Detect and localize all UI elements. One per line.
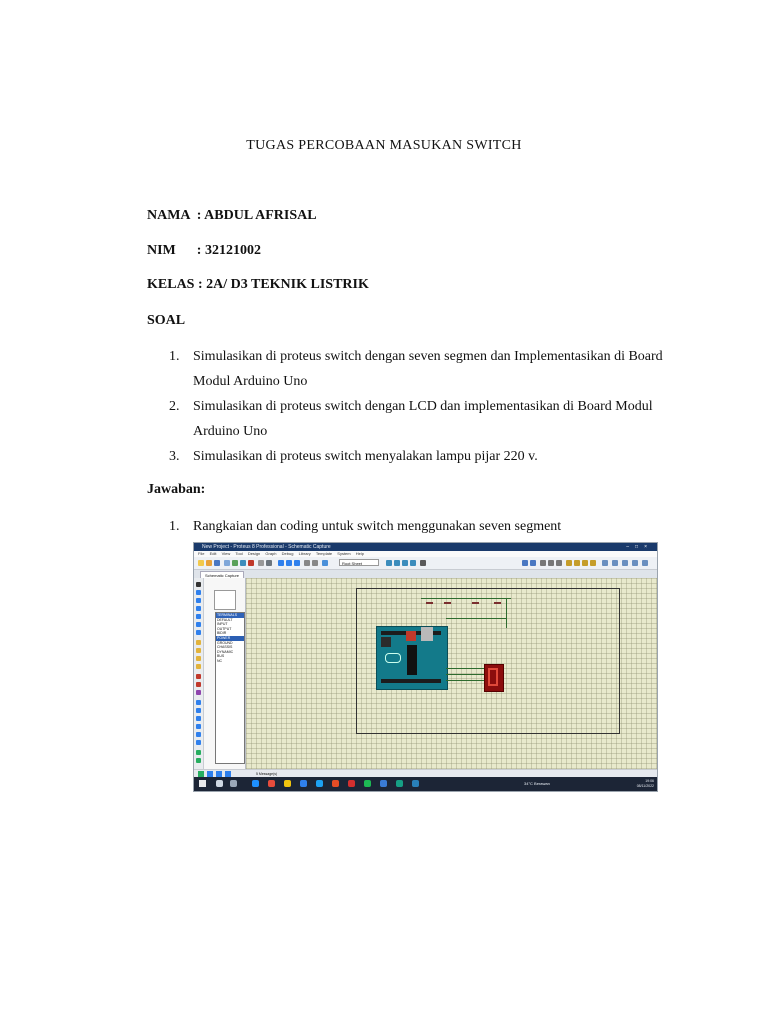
- arduino-logo: [385, 653, 401, 663]
- pan-icon[interactable]: [402, 560, 408, 566]
- refresh-icon[interactable]: [322, 560, 328, 566]
- origin-icon[interactable]: [312, 560, 318, 566]
- wire: [446, 668, 484, 669]
- list-item-text: Simulasikan di proteus switch dengan LCD dan implementasikan di Board Modul Arduino Uno: [193, 399, 653, 439]
- weather-widget[interactable]: 34°C Berawan: [524, 781, 550, 786]
- windows-taskbar: [194, 777, 657, 791]
- grid-icon[interactable]: [304, 560, 310, 566]
- decompose-icon[interactable]: [632, 560, 638, 566]
- zoom-in-icon[interactable]: [278, 560, 284, 566]
- word-icon[interactable]: [412, 780, 419, 787]
- list-item-number: 2.: [169, 399, 180, 414]
- menu-design[interactable]: Design: [247, 551, 261, 556]
- rotate-icon[interactable]: [196, 750, 201, 755]
- block-move-icon[interactable]: [574, 560, 580, 566]
- undo-icon[interactable]: [522, 560, 528, 566]
- cut-icon[interactable]: [540, 560, 546, 566]
- device-panel: [204, 578, 246, 769]
- office-icon[interactable]: [332, 780, 339, 787]
- seven-segment-display[interactable]: [484, 664, 504, 692]
- schematic-canvas[interactable]: [246, 578, 657, 769]
- label-icon[interactable]: [196, 606, 201, 611]
- list-item-number: 1.: [169, 519, 180, 534]
- window-titlebar: [194, 543, 657, 551]
- menu-edit[interactable]: Edit: [209, 551, 217, 556]
- menu-view[interactable]: View: [221, 551, 231, 556]
- block-delete-icon[interactable]: [590, 560, 596, 566]
- clock-time: 19:06: [645, 779, 654, 783]
- pcb-icon[interactable]: [240, 560, 246, 566]
- resistor: [444, 602, 451, 604]
- menu-debug[interactable]: Debug: [281, 551, 294, 556]
- selection-icon[interactable]: [196, 582, 201, 587]
- arduino-icon[interactable]: [396, 780, 403, 787]
- edge-icon[interactable]: [252, 780, 259, 787]
- list-item-number: 1.: [169, 349, 180, 364]
- box-icon[interactable]: [196, 708, 201, 713]
- zoom-out-icon[interactable]: [286, 560, 292, 566]
- tape-icon[interactable]: [196, 664, 201, 669]
- list-item-number: 3.: [169, 449, 180, 464]
- bus-icon[interactable]: [196, 622, 201, 627]
- menu-help[interactable]: Help: [355, 551, 364, 556]
- redo-icon[interactable]: [530, 560, 536, 566]
- list-item[interactable]: CHASSIS: [217, 645, 233, 650]
- preview-window: [214, 590, 236, 610]
- terminal-list-header: TERMINALS: [216, 613, 244, 618]
- junction-icon[interactable]: [196, 598, 201, 603]
- list-item[interactable]: GROUND: [217, 640, 233, 645]
- name-label: NAMA :: [147, 208, 205, 223]
- bom-icon[interactable]: [258, 560, 264, 566]
- menu-template[interactable]: Template: [315, 551, 333, 556]
- search-icon[interactable]: [386, 560, 392, 566]
- package-icon[interactable]: [622, 560, 628, 566]
- window-title: New Project - Proteus 8 Professional - Schematic Capture: [202, 544, 331, 550]
- menu-system[interactable]: System: [337, 551, 351, 556]
- netlist-icon[interactable]: [642, 560, 648, 566]
- graph-icon[interactable]: [196, 656, 201, 661]
- clock-date: 08/11/2022: [636, 784, 654, 788]
- generator-icon[interactable]: [196, 674, 201, 679]
- wire: [446, 674, 484, 675]
- copy-icon[interactable]: [548, 560, 554, 566]
- header-strip: [381, 679, 441, 683]
- proteus-screenshot: [193, 542, 658, 792]
- power-jack: [381, 637, 391, 647]
- name-field: [147, 208, 317, 224]
- resistor: [426, 602, 433, 604]
- list-item: [147, 394, 667, 444]
- nim-value: 32121002: [204, 243, 261, 258]
- jawaban-list: [147, 514, 667, 539]
- left-toolbox: [194, 578, 204, 769]
- line-icon[interactable]: [196, 700, 201, 705]
- menu-library[interactable]: Library: [298, 551, 311, 556]
- kelas-field: [147, 277, 369, 293]
- list-item: [147, 444, 667, 469]
- probe-icon[interactable]: [196, 682, 201, 687]
- path-icon[interactable]: [196, 732, 201, 737]
- mail-icon[interactable]: [316, 780, 323, 787]
- list-item[interactable]: BIDIR: [217, 631, 227, 636]
- switch-component[interactable]: [406, 631, 416, 641]
- kelas-label: KELAS :: [147, 277, 207, 292]
- list-item[interactable]: DEFAULT: [217, 617, 233, 622]
- magnifier-icon[interactable]: [410, 560, 416, 566]
- document-title: TUGAS PERCOBAAN MASUKAN SWITCH: [246, 138, 522, 153]
- tab-schematic-capture[interactable]: Schematic Capture: [200, 571, 244, 579]
- jawaban-heading: Jawaban:: [147, 482, 206, 497]
- arc-icon[interactable]: [196, 724, 201, 729]
- system-clock[interactable]: [637, 779, 654, 789]
- list-item-text: Rangkaian dan coding untuk switch menggunakan seven segment: [193, 519, 562, 534]
- proteus-icon[interactable]: [380, 780, 387, 787]
- status-message[interactable]: 5 Message(s): [256, 772, 278, 776]
- list-item-text: Simulasikan di proteus switch dengan seven segmen dan Implementasikan di Board Modul Arduino Uno: [193, 349, 663, 389]
- nim-field: [147, 243, 261, 259]
- list-item[interactable]: NC: [217, 658, 223, 663]
- mirror-icon[interactable]: [196, 758, 201, 763]
- circle-icon[interactable]: [196, 716, 201, 721]
- window-controls[interactable]: –□×: [626, 544, 653, 550]
- zoom-area-icon[interactable]: [394, 560, 400, 566]
- pin-icon[interactable]: [196, 648, 201, 653]
- schematic-icon[interactable]: [232, 560, 238, 566]
- menu-file[interactable]: File: [198, 551, 205, 556]
- folder-icon[interactable]: [284, 780, 291, 787]
- list-item: [147, 514, 667, 539]
- task-view-icon[interactable]: [230, 780, 237, 787]
- wire-icon[interactable]: [420, 560, 426, 566]
- microcontroller-chip: [407, 645, 417, 675]
- list-item[interactable]: INPUT: [217, 622, 228, 627]
- spotify-icon[interactable]: [364, 780, 371, 787]
- block-copy-icon[interactable]: [566, 560, 572, 566]
- wire: [506, 598, 507, 628]
- wire: [446, 618, 506, 619]
- resistor: [494, 602, 501, 604]
- menu-tool[interactable]: Tool: [235, 551, 243, 556]
- segment-digit: [488, 668, 498, 686]
- instrument-icon[interactable]: [196, 690, 201, 695]
- wire: [421, 598, 511, 599]
- list-item[interactable]: BUS: [217, 654, 225, 659]
- store-icon[interactable]: [300, 780, 307, 787]
- terminal-list[interactable]: [215, 612, 245, 764]
- search-icon[interactable]: [216, 780, 223, 787]
- resistor: [472, 602, 479, 604]
- code-icon[interactable]: [266, 560, 272, 566]
- nim-label: NIM :: [147, 243, 205, 258]
- tab-bar: [194, 570, 657, 578]
- pick-device-icon[interactable]: [602, 560, 608, 566]
- list-item[interactable]: OUTPUT: [217, 626, 232, 631]
- list-item: [147, 344, 667, 394]
- soal-list: [147, 344, 667, 469]
- open-folder-icon[interactable]: [206, 560, 212, 566]
- name-value: ABDUL AFRISAL: [204, 208, 317, 223]
- kelas-value: 2A/ D3 TEKNIK LISTRIK: [206, 277, 369, 292]
- text-icon[interactable]: [196, 614, 201, 619]
- soal-heading: SOAL: [147, 313, 186, 328]
- menu-graph[interactable]: Graph: [265, 551, 277, 556]
- zoom-fit-icon[interactable]: [294, 560, 300, 566]
- terminal-icon[interactable]: [196, 640, 201, 645]
- list-item[interactable]: DYNAMIC: [217, 649, 234, 654]
- make-device-icon[interactable]: [612, 560, 618, 566]
- paste-icon[interactable]: [556, 560, 562, 566]
- toolbar: [194, 557, 657, 570]
- block-rotate-icon[interactable]: [582, 560, 588, 566]
- usb-connector: [421, 627, 433, 641]
- gerber-icon[interactable]: [248, 560, 254, 566]
- home-icon[interactable]: [224, 560, 230, 566]
- sheet-dropdown[interactable]: Root Sheet: [339, 559, 379, 566]
- wire: [446, 680, 484, 681]
- opera-icon[interactable]: [348, 780, 355, 787]
- chrome-icon[interactable]: [268, 780, 275, 787]
- new-file-icon[interactable]: [198, 560, 204, 566]
- subcircuit-icon[interactable]: [196, 630, 201, 635]
- list-item-text: Simulasikan di proteus switch menyalakan lampu pijar 220 v.: [193, 449, 538, 464]
- list-item[interactable]: POWER: [216, 636, 244, 641]
- windows-start-icon[interactable]: [199, 780, 206, 787]
- component-icon[interactable]: [196, 590, 201, 595]
- save-icon[interactable]: [214, 560, 220, 566]
- symbol-icon[interactable]: [196, 740, 201, 745]
